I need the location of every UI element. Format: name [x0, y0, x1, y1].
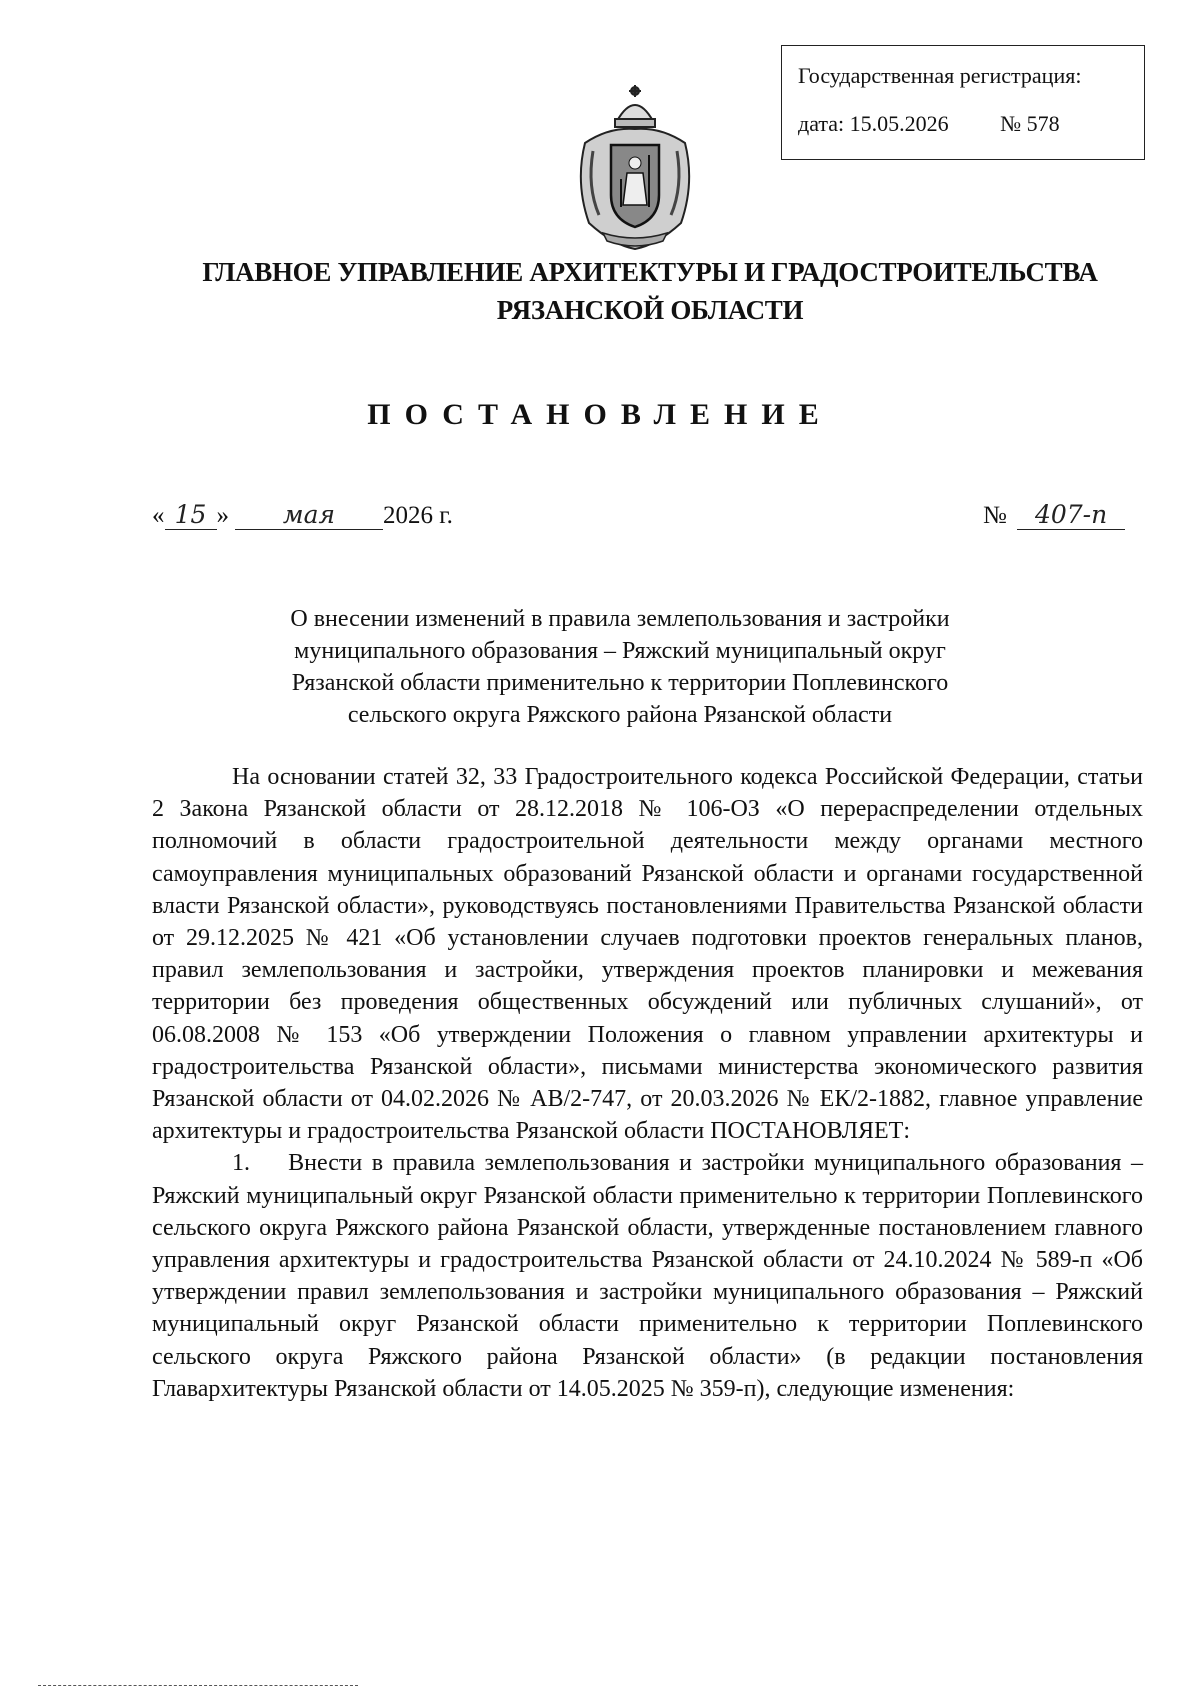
document-number: [983, 500, 1125, 530]
registration-stamp: [781, 45, 1145, 160]
date-year: 2026 г.: [383, 502, 453, 529]
date-open-quote: «: [152, 502, 165, 529]
organization-line-2: РЯЗАНСКОЙ ОБЛАСТИ: [496, 295, 804, 325]
organization-line-1: ГЛАВНОЕ УПРАВЛЕНИЕ АРХИТЕКТУРЫ И ГРАДОСТРОИТЕЛЬСТВА: [202, 257, 1098, 287]
registration-details: [798, 106, 1144, 142]
ryazan-coat-of-arms-icon: [565, 83, 705, 253]
number-value: 407-п: [1017, 500, 1125, 530]
item-1-paragraph: 1. Внести в правила землепользования и застройки муниципального образования – Ряжский муниципальный округ Рязанской области применительно к территории Поплевинского сельского округа Ряжского района Рязанской области, утвержденные постановлением главного управления архитектуры и градостроительства Рязанской области от 24.10.2024 № 589-п «Об утверждении правил землепользования и застройки муниципального образования – Ряжский муниципальный округ Рязанской области применительно к территории Поплевинского сельского округа Ряжского района Рязанской области» (в редакции постановления Главархитектуры Рязанской области от 14.05.2025 № 359-п), следующие изменения:: [152, 1150, 1149, 1402]
registration-number: № 578: [1000, 111, 1060, 136]
subject-line-2: муниципального образования – Ряжский муниципальный округ: [294, 638, 946, 664]
document-date: [152, 500, 453, 530]
organization-name: [100, 253, 1200, 329]
document-type-heading: ПОСТАНОВЛЕНИЕ: [367, 398, 833, 431]
registration-date: дата: 15.05.2026: [798, 111, 949, 136]
registration-title: Государственная регистрация:: [798, 63, 1082, 88]
subject-line-1: О внесении изменений в правила землепользования и застройки: [290, 606, 950, 632]
subject-line-3: Рязанской области применительно к территории Поплевинского: [291, 670, 949, 696]
date-day: 15: [165, 500, 217, 530]
date-close-quote: »: [216, 502, 229, 529]
date-month: мая: [235, 500, 383, 530]
subject-line-4: сельского округа Ряжского района Рязанской области: [347, 702, 893, 728]
document-body: [152, 761, 1149, 1405]
number-prefix: №: [983, 502, 1007, 529]
preamble-paragraph: На основании статей 32, 33 Градостроительного кодекса Российской Федерации, статьи 2 Закона Рязанской области от 28.12.2018 № 106-ОЗ «О перераспределении отдельных полномочий в области градостроительной деятельности между органами местного самоуправления муниципальных образований Рязанской области и органами государственной власти Рязанской области», руководствуясь постановлениями Правительства Рязанской области от 29.12.2025 № 421 «Об установлении случаев подготовки проектов генеральных планов, правил землепользования и застройки, утверждения проектов планировки и межевания территории без проведения общественных обсуждений или публичных слушаний», от 06.08.2008 № 153 «Об утверждении Положения о главном управлении архитектуры и градостроительства Рязанской области», письмами министерства экономического развития Рязанской области от 04.02.2026 № АВ/2-747, от 20.03.2026 № ЕК/2-1882, главное управление архитектуры и градостроительства Рязанской области ПОСТАНОВЛЯЕТ:: [152, 764, 1143, 1145]
document-subject: [200, 603, 1040, 731]
footer-divider: [38, 1685, 358, 1686]
